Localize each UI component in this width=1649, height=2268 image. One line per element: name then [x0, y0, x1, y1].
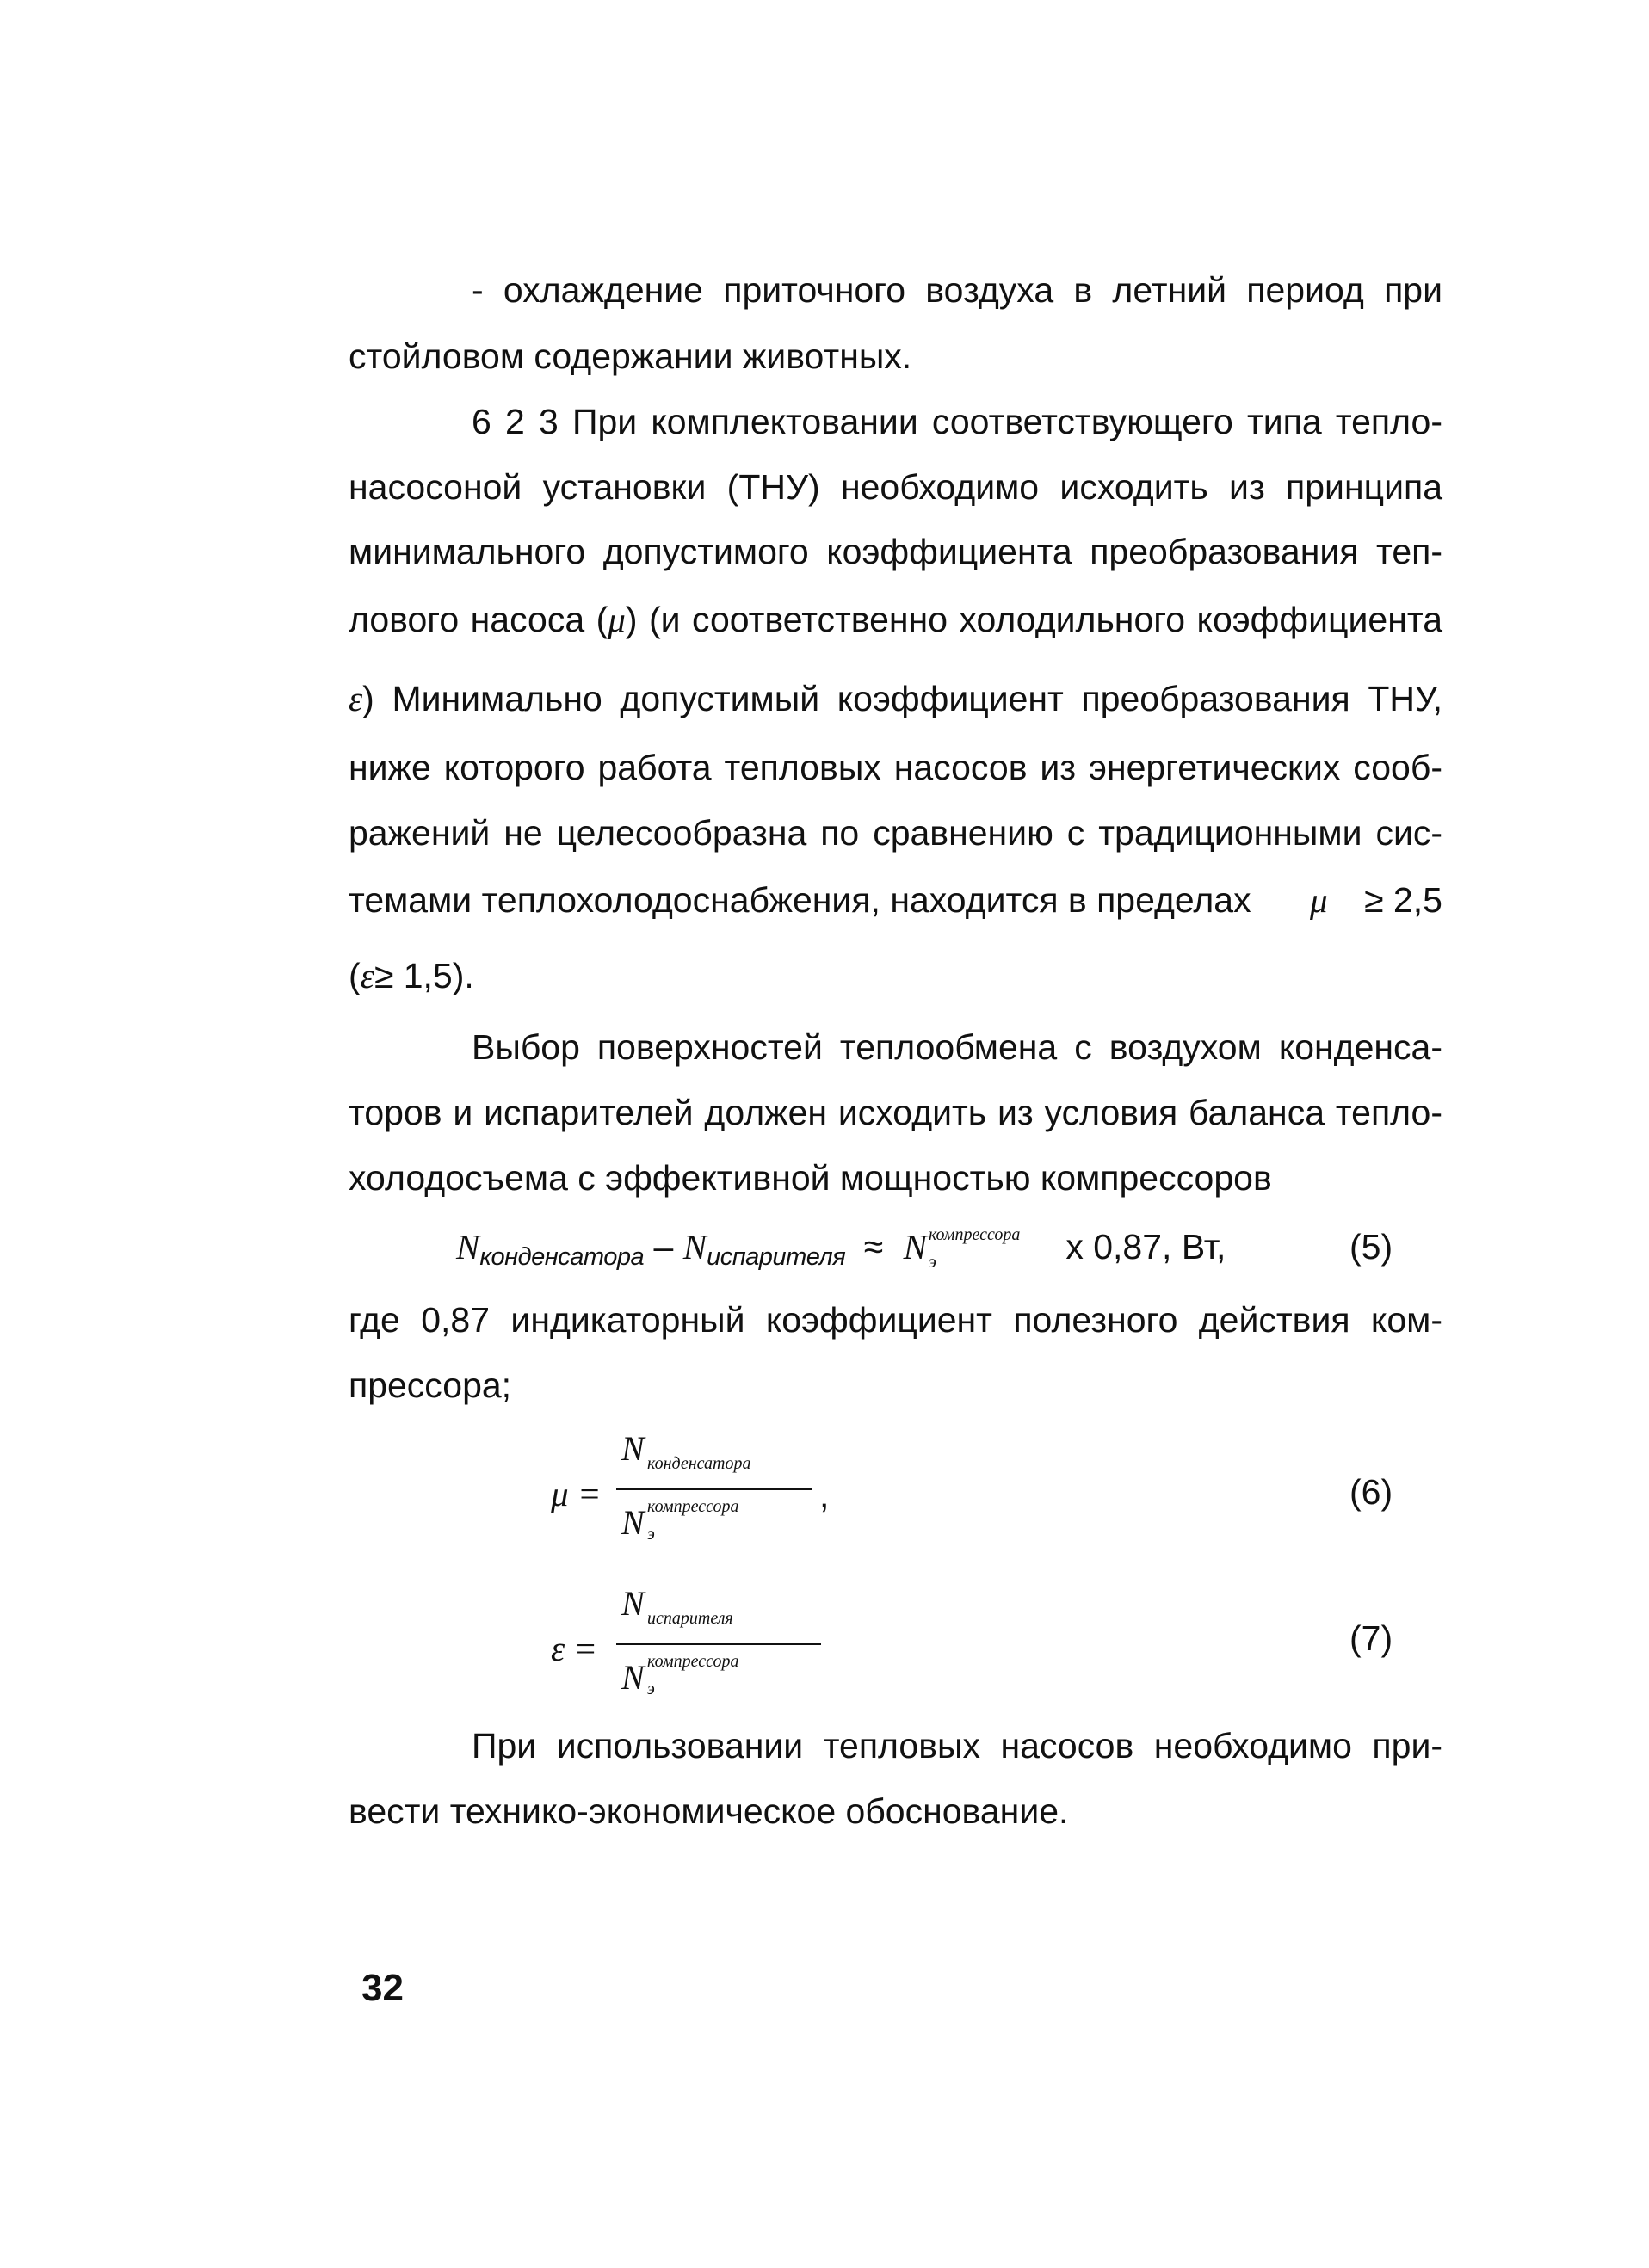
text-line: прессора; — [349, 1365, 512, 1405]
eq-subscript: э — [928, 1253, 936, 1272]
text-span: темами теплохолодоснабжения, находится в пределах — [349, 880, 1251, 920]
equation-number: (6) — [1349, 1472, 1393, 1512]
text-line — [349, 678, 1442, 719]
text-line: холодосъема с эффективной мощностью компрессоров — [349, 1158, 1272, 1198]
eq-denominator-symbol: N — [621, 1503, 645, 1542]
text-line: Выбор поверхностей теплообмена с воздухом конденса- — [472, 1027, 1442, 1067]
equation-6 — [551, 1428, 878, 1557]
text-span: ) Минимально допустимый коэффициент преобразования ТНУ, — [362, 679, 1442, 718]
equation-5 — [456, 1226, 1226, 1278]
text-line — [349, 599, 1442, 640]
mu-symbol: μ — [1310, 880, 1328, 920]
eq-symbol: N — [456, 1227, 480, 1267]
mu-symbol: μ — [608, 600, 626, 639]
eq-lhs: μ = — [551, 1474, 602, 1513]
eq-numerator-symbol: N — [621, 1584, 645, 1623]
text-span: ) (и соответственно холодильного коэффициента — [625, 600, 1442, 639]
text-line: - охлаждение приточного воздуха в летний период при — [472, 270, 1442, 310]
equation-number: (7) — [1349, 1618, 1393, 1658]
eq-scripts — [927, 1225, 1056, 1272]
text-line — [349, 1299, 1442, 1340]
text-span: ≥ 1,5). — [374, 956, 474, 995]
text-line — [472, 401, 1442, 442]
eq-tail: х 0,87, Вт, — [1065, 1227, 1226, 1267]
equation-number: (5) — [1349, 1227, 1393, 1267]
eq-denominator-subscript: э — [647, 1679, 655, 1698]
equation-7 — [551, 1583, 878, 1712]
eq-subscript: конденсатора — [479, 1243, 645, 1271]
eq-symbol: N — [682, 1227, 707, 1267]
text-line: минимального допустимого коэффициента преобразования теп- — [349, 532, 1442, 571]
eq-superscript: компрессора — [928, 1225, 1021, 1244]
eq-numerator-symbol: N — [621, 1429, 645, 1468]
text-span: При комплектовании соответствующего типа тепло- — [571, 402, 1442, 441]
epsilon-symbol: ε — [349, 679, 363, 718]
text-line: ражений не целесообразна по сравнению с традиционными сис- — [349, 813, 1442, 853]
eq-denominator-symbol: N — [621, 1658, 645, 1697]
text-line: стойловом содержании животных. — [349, 336, 912, 376]
eq-denominator-subscript: э — [647, 1525, 655, 1544]
page-number: 32 — [361, 1967, 404, 2009]
text-span: лового насоса ( — [349, 600, 608, 639]
epsilon-symbol: ε — [360, 956, 374, 995]
eq-operator: ≈ — [863, 1227, 884, 1267]
eq-operator: – — [653, 1227, 674, 1267]
eq-symbol: N — [903, 1227, 927, 1267]
fraction-bar — [616, 1643, 821, 1645]
text-span: ≥ 2,5 — [1364, 880, 1442, 920]
eq-denominator-superscript: компрессора — [647, 1652, 739, 1671]
text-line — [349, 879, 1442, 921]
text-span: ( — [349, 956, 361, 995]
text-span: 0,87 индикаторный коэффициент полезного действия ком- — [421, 1300, 1442, 1340]
eq-subscript: испарителя — [707, 1243, 846, 1271]
text-line: вести технико-экономическое обоснование. — [349, 1791, 1069, 1831]
section-number: 6 2 3 — [472, 402, 559, 441]
text-span: где — [349, 1300, 400, 1340]
eq-denominator-superscript: компрессора — [647, 1497, 739, 1516]
text-line: При использовании тепловых насосов необходимо при- — [472, 1726, 1442, 1766]
eq-numerator-subscript: испарителя — [647, 1609, 733, 1628]
text-line: насосоной установки (ТНУ) необходимо исходить из принципа — [349, 467, 1442, 507]
fraction-bar — [616, 1488, 812, 1490]
eq-lhs: ε = — [551, 1629, 598, 1668]
text-line: торов и испарителей должен исходить из условия баланса тепло- — [349, 1093, 1442, 1132]
eq-comma: , — [819, 1476, 830, 1515]
text-line: ниже которого работа тепловых насосов из энергетических сооб- — [349, 748, 1442, 787]
eq-numerator-subscript: конденсатора — [647, 1454, 751, 1473]
text-line — [349, 955, 474, 996]
